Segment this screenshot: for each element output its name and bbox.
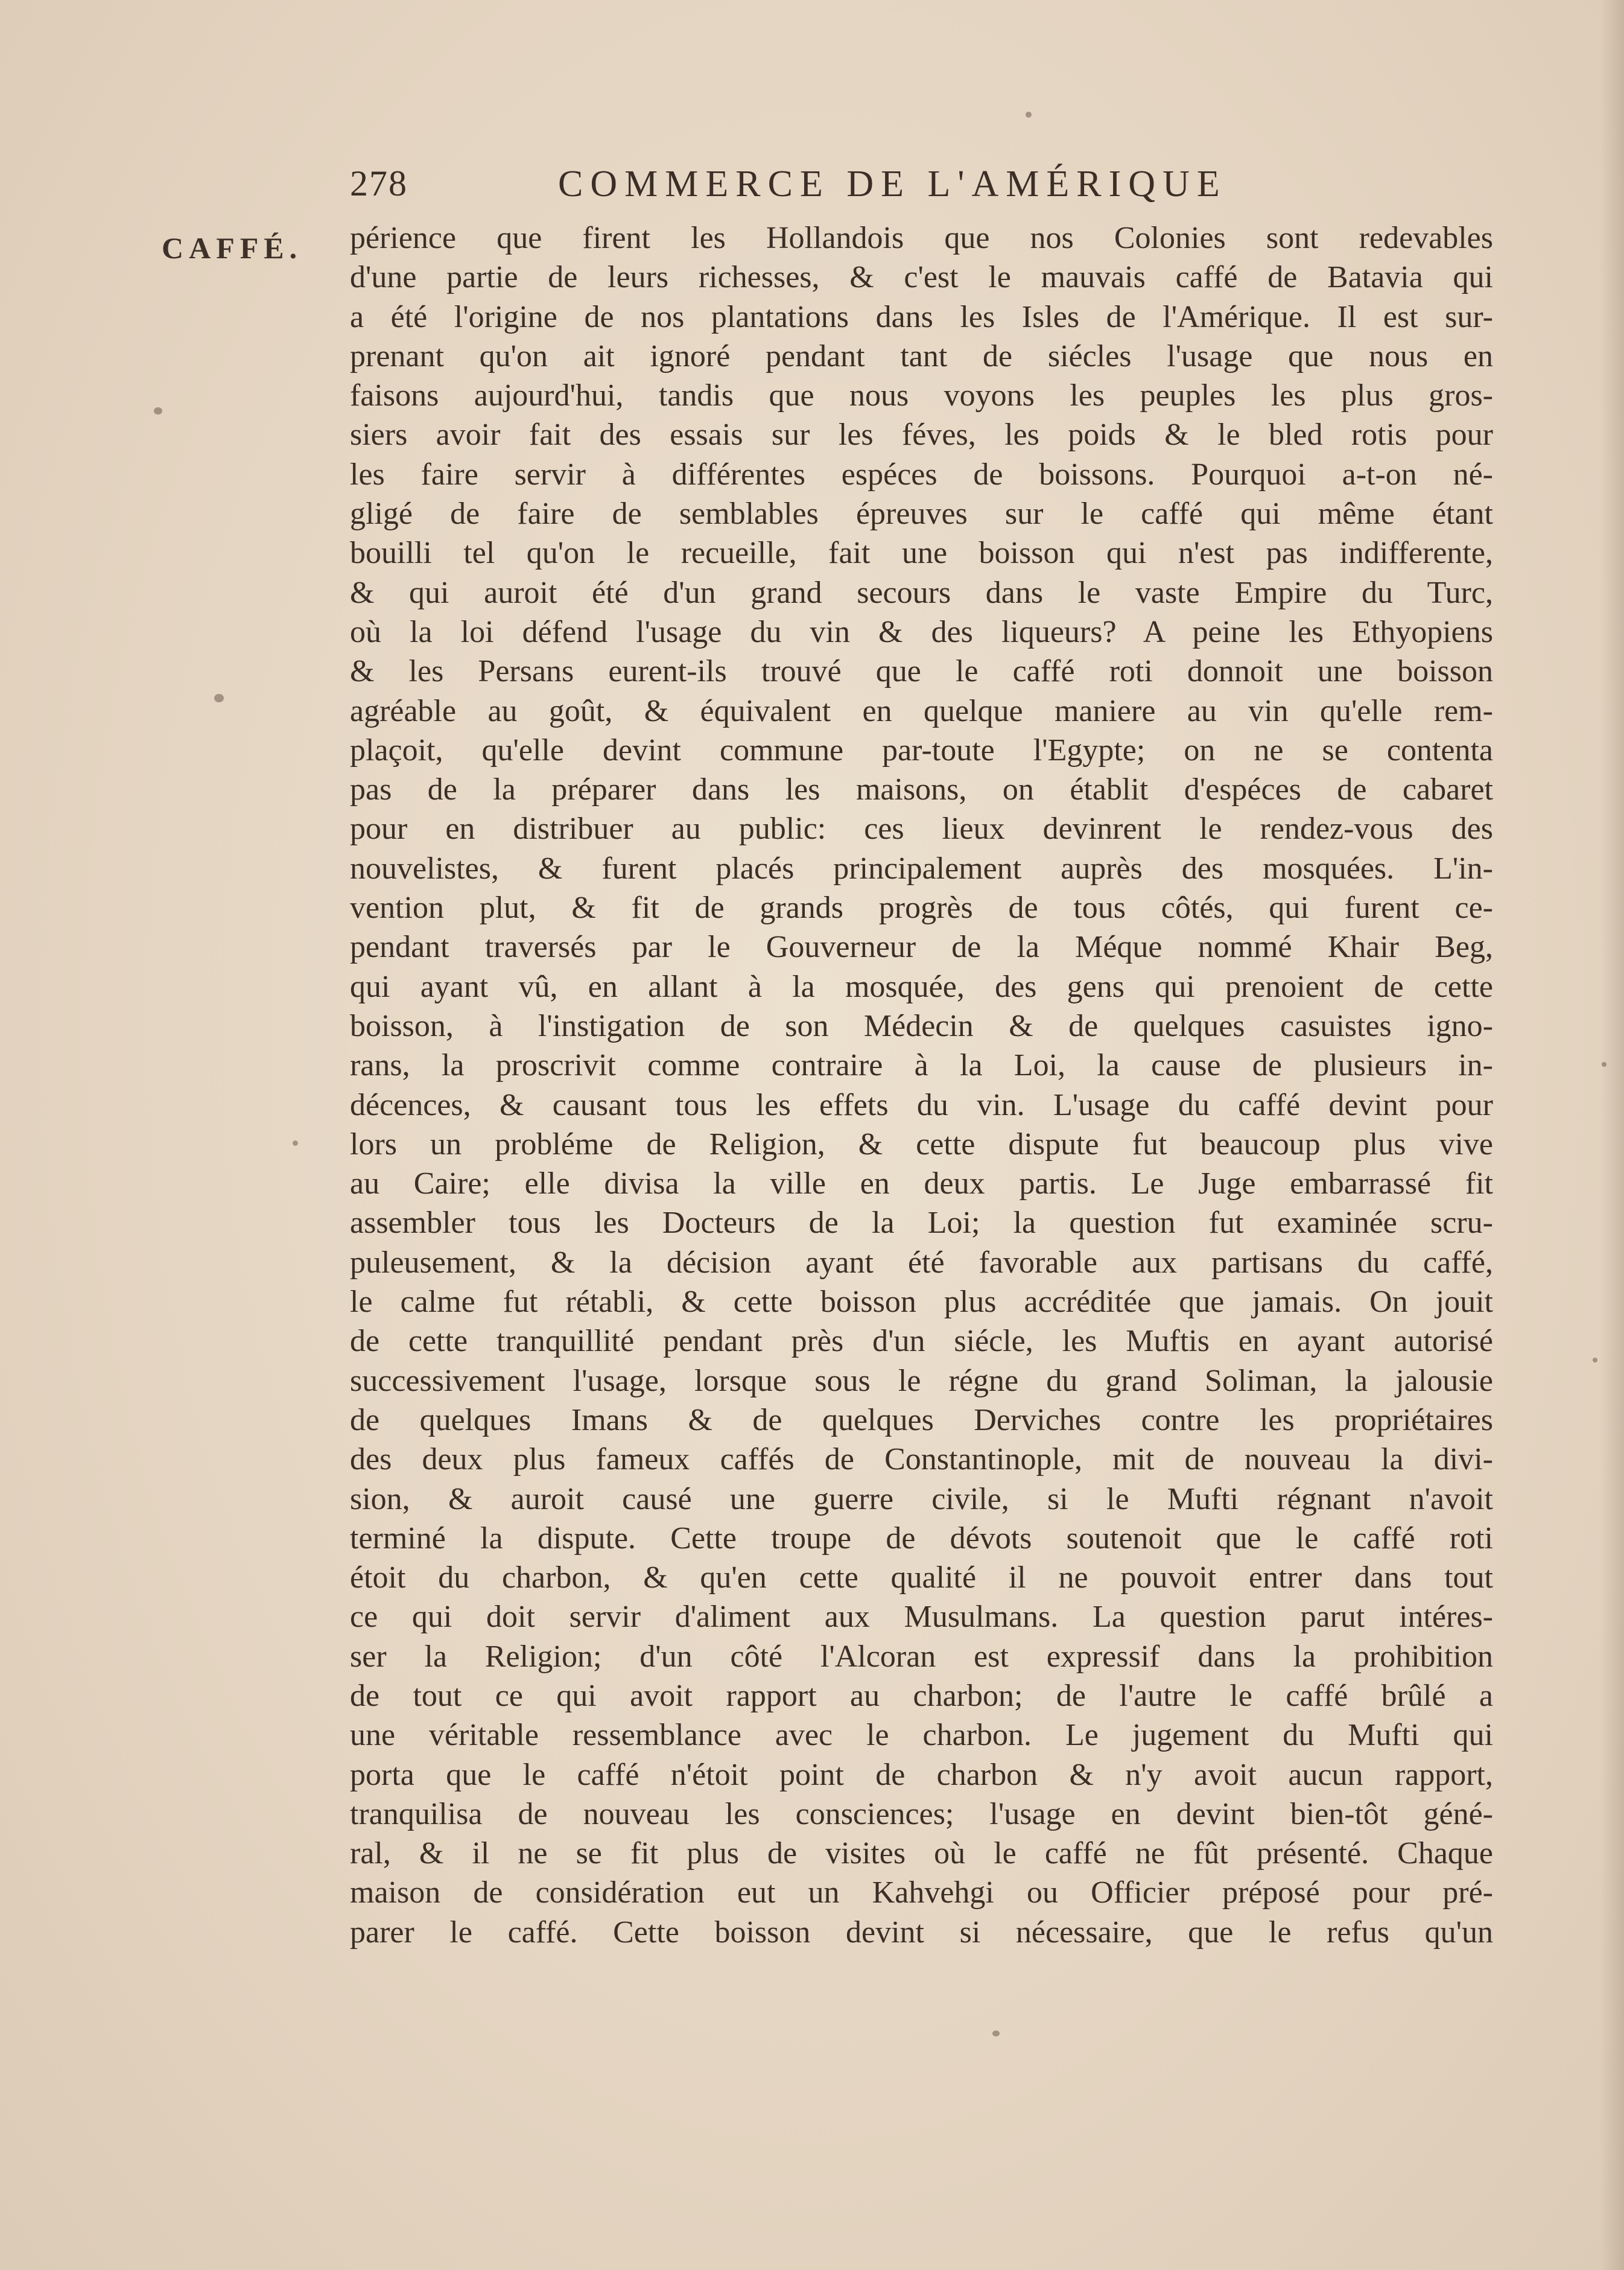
text-line: bouilli tel qu'on le recueille, fait une boisson qui n'est pas indifferente, — [350, 536, 1493, 571]
text-line: porta que le caffé n'étoit point de charbon & n'y avoit aucun rapport, — [350, 1757, 1493, 1792]
page-edge-shadow — [1600, 0, 1624, 2270]
text-line: terminé la dispute. Cette troupe de dévots soutenoit que le caffé roti — [350, 1521, 1493, 1556]
text-line: & qui auroit été d'un grand secours dans le vaste Empire du Turc, — [350, 575, 1493, 610]
running-head — [350, 163, 1327, 211]
text-line: le calme fut rétabli, & cette boisson plus accréditée que jamais. On jouit — [350, 1285, 1493, 1320]
text-line: qui ayant vû, en allant à la mosquée, des gens qui prenoient de cette — [350, 969, 1493, 1004]
paper-speck — [154, 407, 162, 415]
paper-speck — [1593, 1358, 1597, 1362]
text-line: parer le caffé. Cette boisson devint si nécessaire, que le refus qu'un — [350, 1915, 1493, 1950]
text-line: ce qui doit servir d'aliment aux Musulmans. La question parut intéres- — [350, 1600, 1493, 1635]
paper-speck — [992, 2030, 1000, 2036]
text-line: au Caire; elle divisa la ville en deux partis. Le Juge embarrassé fit — [350, 1166, 1493, 1201]
text-line: faisons aujourd'hui, tandis que nous voyons les peuples les plus gros- — [350, 378, 1493, 413]
text-line: où la loi défend l'usage du vin & des liqueurs? A peine les Ethyopiens — [350, 614, 1493, 649]
paper-speck — [1602, 1062, 1607, 1067]
text-line: pas de la préparer dans les maisons, on établit d'espéces de cabaret — [350, 772, 1493, 807]
text-line: des deux plus fameux caffés de Constantinople, mit de nouveau la divi- — [350, 1442, 1493, 1477]
text-line: maison de considération eut un Kahvehgi ou Officier préposé pour pré- — [350, 1875, 1493, 1910]
text-line: gligé de faire de semblables épreuves sur le caffé qui même étant — [350, 497, 1493, 532]
text-line: agréable au goût, & équivalent en quelque maniere au vin qu'elle rem- — [350, 693, 1493, 728]
text-line: successivement l'usage, lorsque sous le régne du grand Soliman, la jalousie — [350, 1363, 1493, 1398]
text-line: les faire servir à différentes espéces de boissons. Pourquoi a-t-on né- — [350, 457, 1493, 492]
text-line: siers avoir fait des essais sur les féves, les poids & le bled rotis pour — [350, 418, 1493, 453]
text-line: tranquilisa de nouveau les consciences; l'usage en devint bien-tôt géné- — [350, 1796, 1493, 1831]
text-line: boisson, à l'instigation de son Médecin & de quelques casuistes igno- — [350, 1008, 1493, 1043]
text-line: sion, & auroit causé une guerre civile, si le Mufti régnant n'avoit — [350, 1481, 1493, 1516]
text-line: décences, & causant tous les effets du vin. L'usage du caffé devint pour — [350, 1087, 1493, 1122]
text-line: ral, & il ne se fit plus de visites où le caffé ne fût présenté. Chaque — [350, 1836, 1493, 1871]
text-line: de quelques Imans & de quelques Derviches contre les propriétaires — [350, 1402, 1493, 1437]
text-line: assembler tous les Docteurs de la Loi; la question fut examinée scru- — [350, 1206, 1493, 1241]
text-line: périence que firent les Hollandois que nos Colonies sont redevables — [350, 221, 1493, 255]
text-line: de tout ce qui avoit rapport au charbon; de l'autre le caffé brûlé a — [350, 1678, 1493, 1713]
text-line: une véritable ressemblance avec le charbon. Le jugement du Mufti qui — [350, 1718, 1493, 1753]
text-line: étoit du charbon, & qu'en cette qualité il ne pouvoit entrer dans tout — [350, 1560, 1493, 1595]
text-line: de cette tranquillité pendant près d'un siécle, les Muftis en ayant autorisé — [350, 1324, 1493, 1359]
text-line: puleusement, & la décision ayant été favorable aux partisans du caffé, — [350, 1245, 1493, 1280]
body-text — [350, 218, 1493, 1952]
text-line: & les Persans eurent-ils trouvé que le caffé roti donnoit une boisson — [350, 654, 1493, 689]
page-number: 278 — [350, 164, 408, 203]
text-line: ser la Religion; d'un côté l'Alcoran est expressif dans la prohibition — [350, 1639, 1493, 1674]
margin-note: CAFFÉ. — [162, 231, 303, 265]
page-title: COMMERCE DE L'AMÉRIQUE — [558, 164, 1227, 205]
text-line: nouvelistes, & furent placés principalement auprès des mosquées. L'in- — [350, 851, 1493, 886]
text-line: plaçoit, qu'elle devint commune par-toute l'Egypte; on ne se contenta — [350, 733, 1493, 768]
paper-speck — [1026, 112, 1032, 118]
text-line: prenant qu'on ait ignoré pendant tant de siécles l'usage que nous en — [350, 339, 1493, 374]
text-line: d'une partie de leurs richesses, & c'est le mauvais caffé de Batavia qui — [350, 260, 1493, 295]
paper-speck — [214, 694, 224, 702]
text-line: pendant traversés par le Gouverneur de la Méque nommé Khair Beg, — [350, 930, 1493, 965]
text-line: lors un probléme de Religion, & cette dispute fut beaucoup plus vive — [350, 1127, 1493, 1162]
text-line: vention plut, & fit de grands progrès de tous côtés, qui furent ce- — [350, 891, 1493, 926]
paper-speck — [293, 1140, 298, 1146]
text-line: a été l'origine de nos plantations dans les Isles de l'Amérique. Il est sur- — [350, 299, 1493, 334]
text-line: pour en distribuer au public: ces lieux devinrent le rendez-vous des — [350, 812, 1493, 847]
text-line: rans, la proscrivit comme contraire à la Loi, la cause de plusieurs in- — [350, 1048, 1493, 1083]
